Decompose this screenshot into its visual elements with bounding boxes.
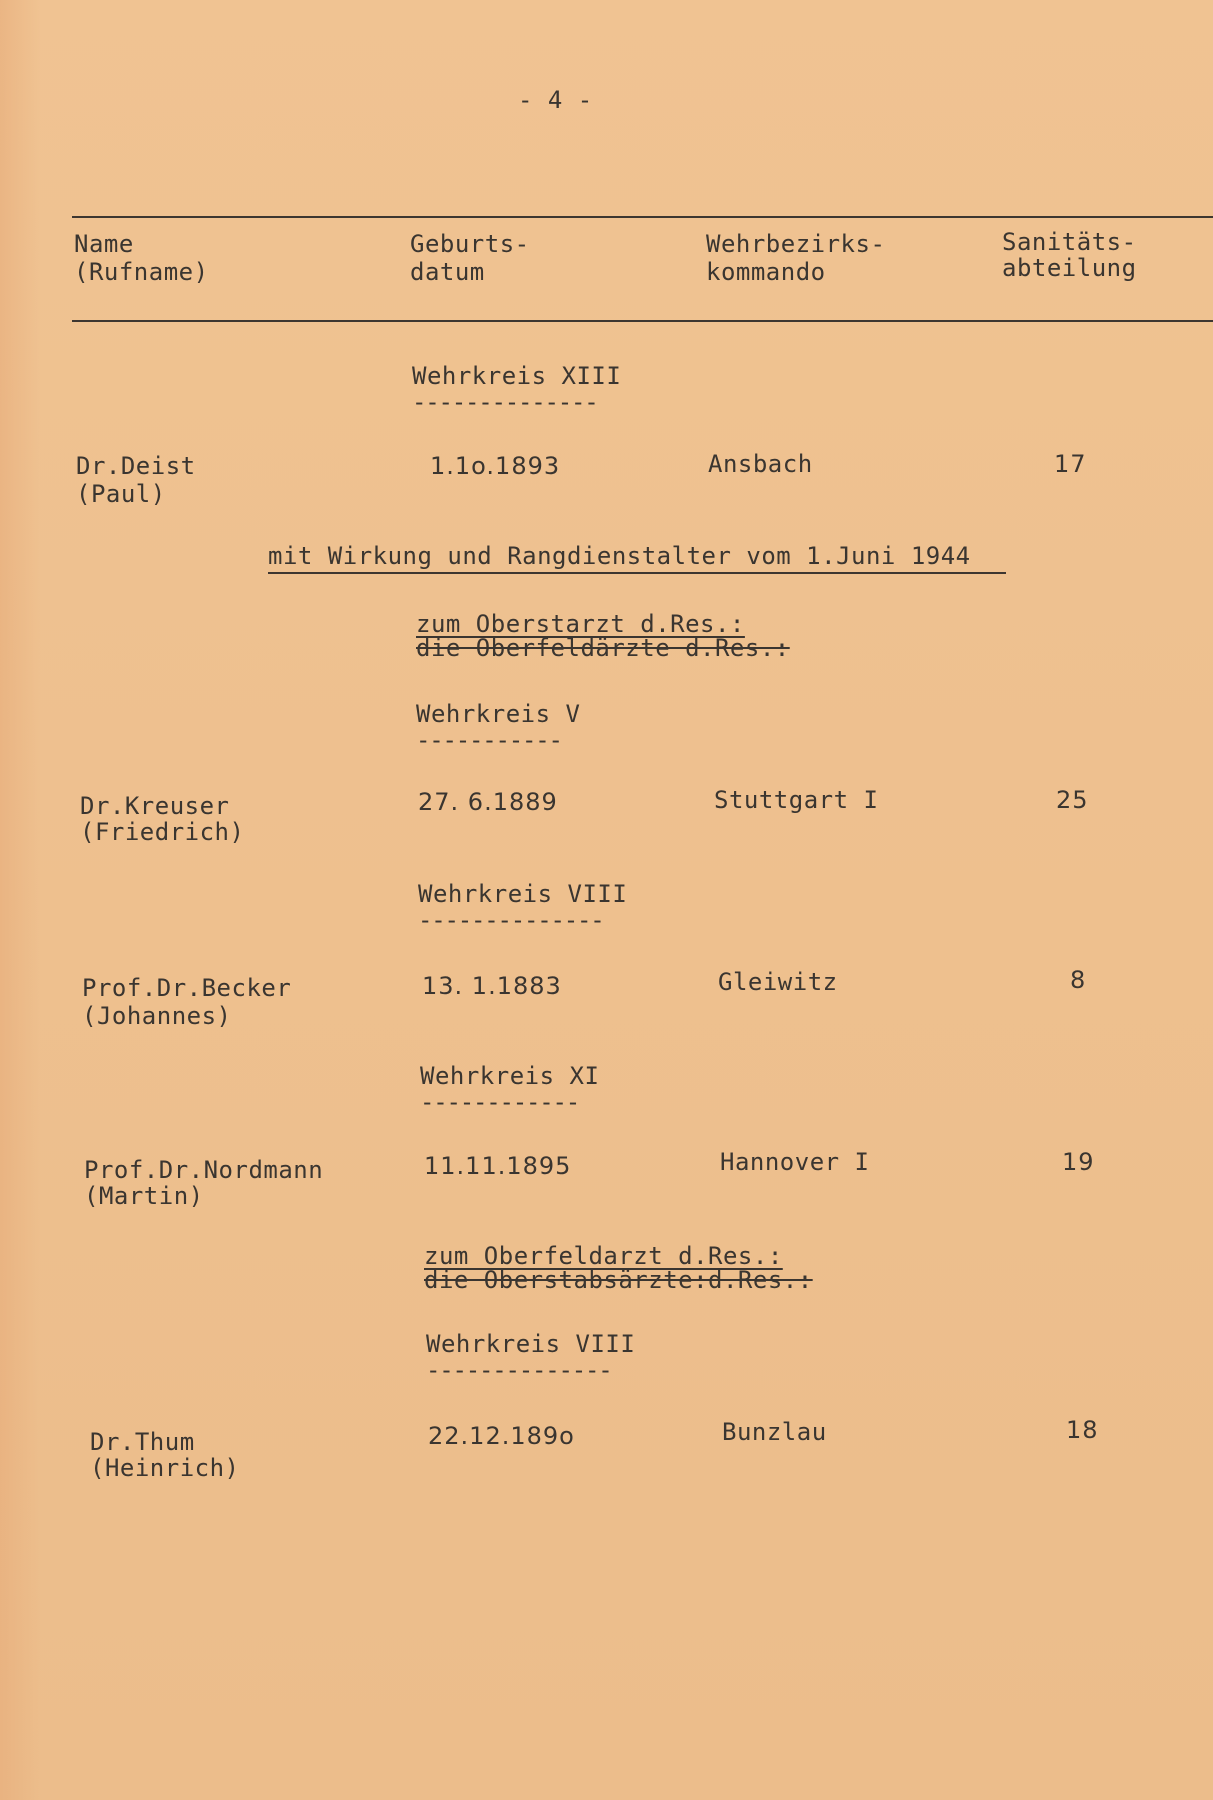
entry-name: Dr.Thum (90, 1428, 195, 1456)
entry-rufname: (Paul) (76, 480, 166, 508)
header-birthdate-label-2: datum (410, 258, 485, 286)
wehrkreis-heading: Wehrkreis VIII (418, 880, 628, 908)
header-abteilung-label-2: abteilung (1002, 254, 1137, 282)
wehrkreis-heading: Wehrkreis XIII (412, 362, 622, 390)
entry-rufname: (Heinrich) (90, 1454, 240, 1482)
wehrkreis-dashes: -------------- (418, 906, 604, 934)
wehrkreis-dashes: -------------- (426, 1356, 612, 1384)
entry-abteilung: 8 (1070, 966, 1087, 994)
entry-kommando: Hannover I (720, 1148, 870, 1176)
entry-birthdate: 1.1o.1893 (430, 452, 561, 480)
header-abteilung-label: Sanitäts- (1002, 228, 1137, 256)
promotion-heading: zum Oberfeldarzt d.Res.: (424, 1242, 783, 1270)
entry-rufname: (Friedrich) (80, 818, 245, 846)
entry-rufname: (Martin) (84, 1182, 204, 1210)
entry-birthdate: 27. 6.1889 (418, 788, 558, 816)
entry-abteilung: 18 (1066, 1416, 1099, 1444)
entry-kommando: Stuttgart I (714, 786, 879, 814)
wehrkreis-heading: Wehrkreis XI (420, 1062, 600, 1090)
entry-name: Prof.Dr.Nordmann (84, 1156, 324, 1184)
entry-birthdate: 22.12.189o (428, 1422, 575, 1450)
header-kommando-label: Wehrbezirks- (706, 230, 886, 258)
header-top-rule (72, 216, 1213, 218)
entry-name: Dr.Kreuser (80, 792, 230, 820)
entry-birthdate: 11.11.1895 (424, 1152, 572, 1180)
wehrkreis-heading: Wehrkreis VIII (426, 1330, 636, 1358)
wehrkreis-heading: Wehrkreis V (416, 700, 581, 728)
wehrkreis-dashes: ----------- (416, 726, 562, 754)
entry-abteilung: 17 (1054, 450, 1087, 478)
entry-birthdate: 13. 1.1883 (422, 972, 562, 1000)
entry-kommando: Bunzlau (722, 1418, 827, 1446)
header-name-label: Name (74, 230, 134, 258)
effect-date-line: mit Wirkung und Rangdienstalter vom 1.Juni 1944 (268, 542, 971, 570)
header-bottom-rule (72, 320, 1213, 322)
effect-date-underline (268, 572, 1006, 574)
header-rufname-label: (Rufname) (74, 258, 209, 286)
entry-kommando: Gleiwitz (718, 968, 838, 996)
entry-kommando: Ansbach (708, 450, 813, 478)
struck-heading: die Oberstabsärzte:d.Res.: (424, 1266, 813, 1294)
wehrkreis-dashes: ------------ (420, 1088, 579, 1116)
entry-name: Dr.Deist (76, 452, 196, 480)
entry-name: Prof.Dr.Becker (82, 974, 292, 1002)
entry-rufname: (Johannes) (82, 1002, 232, 1030)
entry-abteilung: 25 (1056, 786, 1089, 814)
wehrkreis-dashes: -------------- (412, 388, 598, 416)
page-number: - 4 - (518, 86, 593, 114)
header-birthdate-label: Geburts- (410, 230, 530, 258)
struck-heading: die Oberfeldärzte d.Res.: (416, 634, 790, 662)
promotion-heading: zum Oberstarzt d.Res.: (416, 610, 745, 638)
entry-abteilung: 19 (1062, 1148, 1095, 1176)
header-kommando-label-2: kommando (706, 258, 826, 286)
